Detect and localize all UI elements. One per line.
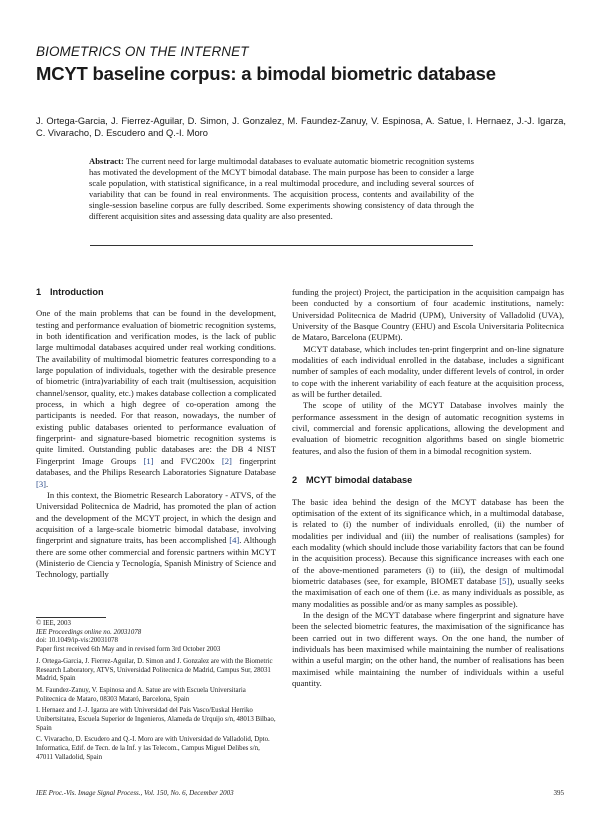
- abstract-divider: [90, 245, 473, 246]
- affiliation-note: M. Faundez-Zanuy, V. Espinosa and A. Satue are with Escuela Universitaria Politecnica de Mataro, 08303 Mataró, Barcelona, Spain: [36, 686, 246, 703]
- section-label: BIOMETRICS ON THE INTERNET: [36, 44, 249, 59]
- abstract: [89, 156, 474, 221]
- intro-paragraph-3: MCYT database, which includes ten-print fingerprint and on-line signature modalities of each individual enrolled in the database, includes a significant number of samples of each modality, under different levels of control, in order to cope with the inherent variability of each feature at the acquisition process, as will be further detailed.: [292, 343, 564, 400]
- design-paragraph-2: In the design of the MCYT database where fingerprint and signature have been the selected biometric features, the maximisation of the significance has been carried out in two different ways. On the one hand, the number of individuals has been maximised while maintaining the number of realisations within a useful margin; on the other hand, the number of realisations has been maximised while maintaining the number of individuals within a useful quantity.: [292, 609, 564, 688]
- citation-link[interactable]: [2]: [221, 455, 232, 466]
- design-paragraph-1: [292, 497, 564, 610]
- abstract-text: The current need for large multimodal databases to evaluate automatic biometric recognition systems has motivated the development of the MCYT bimodal database. The main purpose has been to consider a large scale population, with statistical significance, in a real multimodal procedure, and including several sources of variability that can be found in real environments. The acquisition process, contents and availability of the single-session baseline corpus are fully described. Some experiments showing consistency of data through the different acquisition sites and assessing data quality are also presented.: [89, 156, 474, 221]
- doi-note: doi: 10.1049/ip-vis:20031078: [36, 637, 118, 645]
- page-number: 395: [553, 789, 564, 797]
- footnotes: [36, 620, 276, 766]
- section-title: MCYT bimodal database: [306, 475, 413, 486]
- author-list: J. Ortega-Garcia, J. Fierrez-Aguilar, D. Simon, J. Gonzalez, M. Faundez-Zanuy, V. Espinosa, A. Satue, I. Hernaez, J.-J. Igarza, C. Vivaracho, D. Escudero and Q.-I. Moro: [36, 116, 566, 138]
- section-title: Introduction: [50, 287, 104, 297]
- online-note: IEE Proceedings online no. 20031078: [36, 628, 142, 636]
- citation-link[interactable]: [3]: [36, 478, 47, 489]
- page-title: MCYT baseline corpus: a bimodal biometric database: [36, 63, 496, 84]
- abstract-label: Abstract:: [89, 156, 124, 166]
- citation-link[interactable]: [1]: [143, 455, 154, 466]
- text-run: .: [46, 478, 49, 489]
- section-heading-intro: [36, 287, 276, 298]
- text-run: and FVC200x: [153, 455, 222, 466]
- footnote-divider: [36, 617, 106, 618]
- intro-paragraph-2-continued: funding the project) Project, the participation in the acquisition campaign has been conducted by a consortium of four academic institutions, namely: Universidad Politecnica de Madrid (UPM), University of Valladolid (UVA), University of the Basque Country (EHU) and Escola Universitaria Politecnica de Mataro, Barcelona (EUPMt).: [292, 287, 564, 343]
- section-heading-design: [292, 475, 564, 486]
- text-run: . Although there are some other commercial and forensic partners within MCYT (Ministerio de Ciencia y Tecnología, Spanish Ministry of Science and Technology, partially: [36, 535, 276, 580]
- intro-paragraph-4: The scope of utility of the MCYT Database involves mainly the performance assessment in the design of automatic recognition systems in civil, commercial and forensic applications, allowing the development and evaluation of biometric recognition algorithms based on single biometric features, and also the fusion of them in a bimodal recognition system.: [292, 400, 564, 456]
- copyright-note: © IEE, 2003: [36, 620, 71, 627]
- text-run: In this context, the Biometric Research Laboratory - ATVS, of the Universidad Politecnica de Madrid, has promoted the plan of action and the development of the MCYT project, in which the design and acquisition of a large-scale biometric bimodal database, involving fingerprint and signature traits, has been accomplished: [36, 489, 276, 546]
- text-run: fingerprint databases, and the Philips Research Laboratories Signature Database: [36, 455, 277, 478]
- text-run: The basic idea behind the design of the MCYT database has been the optimisation of the extent of its significance which, in a multimodal database, is related to (i) the number of individuals enrolled, (ii) the number of modalities per individual and (iii) the number of realisations (samples) for each modality (which should include those variability factors that can be found in the acquisition process). Because this significance increases with each one of the above-mentioned parameters (i) to (iii), the design of multimodal biometric databases (see, for example, BIOMET database: [292, 496, 564, 586]
- affiliation-note: J. Ortega-Garcia, J. Fierrez-Aguilar, D. Simon and J. Gonzalez are with the Biometric Research Laboratory, ATVS, Universidad Politecnica de Madrid, Campus Sur, 28031 Madrid, Spain: [36, 657, 273, 683]
- section-number: 1: [36, 287, 42, 297]
- text-run: One of the main problems that can be found in the development, testing and performance evaluation of biometric recognition systems, in both identification and verification modes, is the lack of public large multimodal databases acquired under real working conditions. The availability of multimodal biometric features corresponding to a large population of individuals, together with the desirable presence of biometric (intra)variability of each trait (multisession, acquisition channel/sensor, quality, etc.) makes database collection a complicated process, in which a high degree of co-operation among the participants is needed. For that reason, nowadays, the number of existing public databases oriented to performance evaluation of fingerprint- and signature-based biometric recognition systems is quite limited. Outstanding public databases are: the DB 4 NIST Fingerprint Image Groups: [36, 308, 276, 466]
- affiliation-note: C. Vivaracho, D. Escudero and Q.-I. Moro are with Universidad de Valladolid, Dpto. Informatica, Edif. de Tecn. de la Inf. y las Telecom., Campus Miguel Delibes s/n, 47011 Valladolid, Spain: [36, 736, 270, 761]
- journal-footer: IEE Proc.-Vis. Image Signal Process., Vol. 150, No. 6, December 2003: [36, 789, 234, 797]
- affiliation-note: I. Hernaez and J.-J. Igarza are with Universidad del Pais Vasco/Euskal Herriko Unibertsitatea, Escuela Superior de Ingenieros, Alameda de Urquijo s/n, 48013 Bilbao, Spain: [36, 707, 276, 732]
- citation-link[interactable]: [4]: [229, 535, 240, 546]
- citation-link[interactable]: [5]: [499, 575, 510, 586]
- intro-paragraph-2: [36, 490, 276, 581]
- section-number: 2: [292, 475, 298, 486]
- intro-paragraph-1: [36, 308, 276, 490]
- right-column: [292, 287, 564, 689]
- text-run: ), usually seeks the maximisation of each one of them (i.e. as many individuals as possible, as many modalities as possible and/or as many samples as possible).: [292, 575, 565, 609]
- received-note: Paper first received 6th May and in revised form 3rd October 2003: [36, 646, 221, 654]
- left-column: [36, 287, 276, 581]
